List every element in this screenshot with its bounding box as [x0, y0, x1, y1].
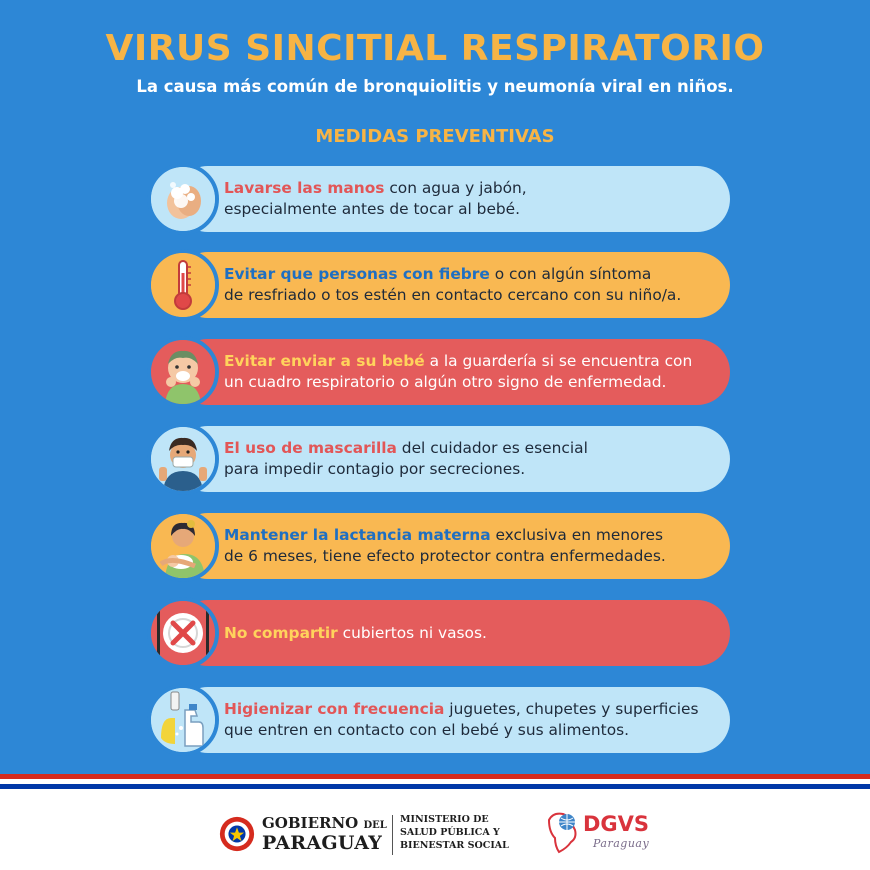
- measure-rest: con agua y jabón,: [384, 179, 527, 197]
- dgvs-logo: [545, 808, 660, 858]
- measure-text: [224, 426, 712, 492]
- washing-hands-icon: [147, 163, 219, 235]
- ministry-name: [400, 813, 509, 852]
- measure-line2: para impedir contagio por secreciones.: [224, 460, 526, 478]
- measure-text: [224, 687, 712, 753]
- measure-rest: cubiertos ni vasos.: [337, 623, 487, 642]
- ministry-line3: BIENESTAR SOCIAL: [400, 840, 509, 851]
- page-title: VIRUS SINCITIAL RESPIRATORIO: [105, 28, 765, 69]
- gov-name-del: DEL: [363, 820, 387, 831]
- measure-line2: de 6 meses, tiene efecto protector contra enfermedades.: [224, 547, 666, 565]
- measure-item-fever: [147, 252, 730, 318]
- measure-item-sanitize: [147, 687, 730, 753]
- measure-line2: de resfriado o tos estén en contacto cercano con su niño/a.: [224, 286, 682, 304]
- measure-text: [224, 166, 712, 232]
- breastfeeding-icon: [147, 510, 219, 582]
- no-sharing-cutlery-icon: [147, 597, 219, 669]
- measure-text: [224, 252, 712, 318]
- measure-highlight: Evitar que personas con fiebre: [224, 265, 490, 283]
- gov-name-line2: PARAGUAY: [262, 832, 383, 854]
- measure-item-daycare: [147, 339, 730, 405]
- section-heading: MEDIDAS PREVENTIVAS: [315, 126, 555, 147]
- measure-item-no-sharing: [147, 600, 730, 666]
- cleaning-spray-icon: [147, 684, 219, 756]
- dgvs-wordmark: DGVS: [583, 812, 650, 836]
- dgvs-subtitle: Paraguay: [593, 837, 650, 850]
- footer: [0, 790, 870, 870]
- ministry-line1: MINISTERIO DE: [400, 814, 489, 825]
- measure-rest: juguetes, chupetes y superficies: [444, 700, 699, 718]
- measure-item-mask: [147, 426, 730, 492]
- thermometer-icon: [147, 249, 219, 321]
- measure-rest: a la guardería si se encuentra con: [424, 352, 693, 370]
- measure-highlight: El uso de mascarilla: [224, 439, 397, 457]
- measure-line2: que entren en contacto con el bebé y sus alimentos.: [224, 721, 630, 739]
- measure-rest: exclusiva en menores: [490, 526, 663, 544]
- measure-text: [224, 339, 712, 405]
- measure-text: [224, 513, 712, 579]
- sick-child-icon: [147, 336, 219, 408]
- measure-rest: del cuidador es esencial: [396, 439, 588, 457]
- gov-name-gobierno: GOBIERNO: [262, 814, 359, 832]
- ministry-line2: SALUD PÚBLICA Y: [400, 827, 500, 838]
- measure-highlight: No compartir: [224, 623, 338, 642]
- measure-text: [224, 600, 712, 666]
- measure-highlight: Lavarse las manos: [224, 179, 385, 197]
- measure-item-hand-washing: [147, 166, 730, 232]
- measure-line2: un cuadro respiratorio o algún otro signo de enfermedad.: [224, 373, 667, 391]
- gov-name-line1: [262, 814, 387, 832]
- paraguay-seal-icon: [218, 815, 256, 853]
- page-subtitle: La causa más común de bronquiolitis y neumonía viral en niños.: [136, 77, 734, 96]
- measure-line2: especialmente antes de tocar al bebé.: [224, 200, 521, 218]
- flag-stripe-blue: [0, 784, 870, 789]
- measure-highlight: Mantener la lactancia materna: [224, 526, 491, 544]
- measure-rest: o con algún síntoma: [489, 265, 652, 283]
- paraguay-map-globe-icon: [545, 808, 585, 858]
- logo-divider: [392, 815, 393, 855]
- measure-highlight: Higienizar con frecuencia: [224, 700, 445, 718]
- measure-highlight: Evitar enviar a su bebé: [224, 352, 425, 370]
- face-mask-icon: [147, 423, 219, 495]
- measure-item-breastfeeding: [147, 513, 730, 579]
